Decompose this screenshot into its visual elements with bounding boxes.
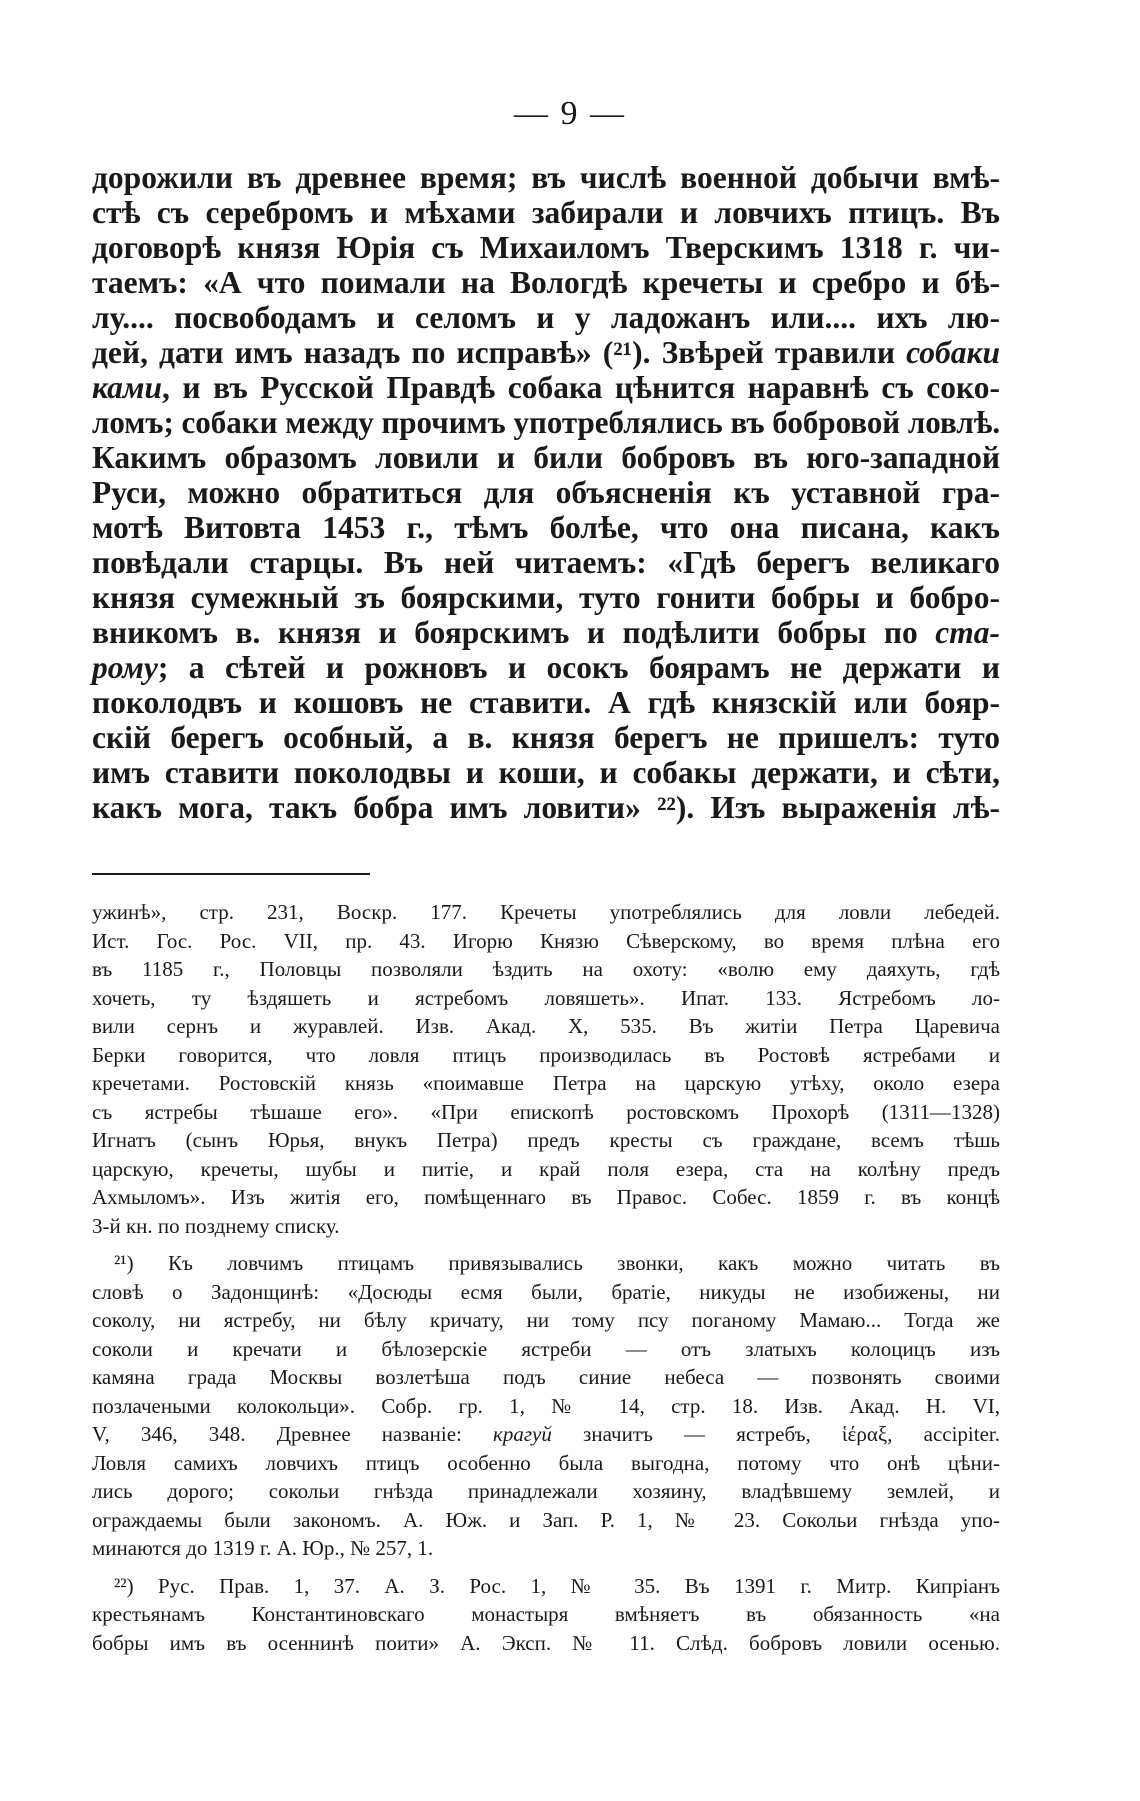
footnote-line: Ловля самихъ ловчихъ птицъ особенно была выгодна, потому что онѣ цѣни- bbox=[92, 1450, 1000, 1475]
footnote-line: лись дорого; сокольи гнѣзда принадлежали хозяину, владѣвшему землей, и bbox=[92, 1479, 1000, 1503]
main-line: лу.... посвободамъ и селомъ и у ладожанъ или.... ихъ лю- bbox=[92, 300, 1000, 335]
footnote-line: царскую, кречеты, шубы и питіе, и край поля езера, ста на колѣну предъ bbox=[92, 1156, 1000, 1181]
footnote-line: Берки говорится, что ловля птицъ производилась въ Ростовѣ ястребами и bbox=[92, 1042, 1000, 1067]
main-line bbox=[92, 370, 1000, 405]
main-line: мотѣ Витовта 1453 г., тѣмъ болѣе, что она писана, какъ bbox=[92, 510, 1000, 545]
footnotes bbox=[92, 898, 1000, 1666]
main-line: стѣ съ серебромъ и мѣхами забирали и ловчихъ птицъ. Въ bbox=[92, 195, 1000, 230]
footnote-line: ²²) Рус. Прав. 1, 37. А. З. Рос. 1, № 35. Въ 1391 г. Митр. Кипріанъ bbox=[114, 1573, 1000, 1598]
main-line: какъ мога, такъ бобра имъ ловити» ²²). Изъ выраженія лѣ- bbox=[92, 790, 1000, 825]
main-line: поколодвъ и кошовъ не ставити. А гдѣ князскій или бояр- bbox=[92, 685, 1000, 720]
footnote-line: съ ястребы тѣшаше его». «При епископѣ ростовскомъ Прохорѣ (1311—1328) bbox=[92, 1099, 1000, 1124]
footnote-line-text: значитъ — ястребъ, ἱέραξ, accipiter. bbox=[583, 1422, 1000, 1446]
main-line: князя сумежный зъ боярскими, туто гонити бобры и бобро- bbox=[92, 580, 1000, 615]
main-line: договорѣ князя Юрія съ Михаиломъ Тверскимъ 1318 г. чи- bbox=[92, 230, 1000, 265]
page-number: — 9 — bbox=[514, 95, 626, 132]
main-text bbox=[92, 160, 1000, 825]
footnote-line: хочеть, ту ѣздяшеть и ястребомъ ловяшеть». Ипат. 133. Ястребомъ ло- bbox=[92, 985, 1000, 1010]
footnote-line: Ахмыломъ». Изъ житія его, помѣщеннаго въ Правос. Собес. 1859 г. въ концѣ bbox=[92, 1185, 1000, 1209]
footnote-line-text: V, 346, 348. Древнее названіе: bbox=[92, 1422, 462, 1446]
footnote-line: ²¹) Къ ловчимъ птицамъ привязывались звонки, какъ можно читать въ bbox=[114, 1251, 1000, 1275]
footnote-line: вили сернъ и журавлей. Изв. Акад. X, 535. Въ житіи Петра Царевича bbox=[92, 1014, 1000, 1038]
main-line-text: дей, дати имъ назадъ по исправѣ» (²¹). Звѣрей травили bbox=[92, 335, 895, 370]
main-line: Руси, можно обратиться для объясненія къ уставной гра- bbox=[92, 475, 1000, 510]
footnote-line: Ист. Гос. Рос. VII, пр. 43. Игорю Князю Сѣверскому, во время плѣна его bbox=[92, 928, 1000, 953]
footnote-line: въ 1185 г., Половцы позволяли ѣздить на охоту: «волю ему даяхуть, гдѣ bbox=[92, 957, 1000, 981]
main-line-text: ; а сѣтей и рожновъ и осокъ боярамъ не держати и bbox=[157, 650, 1000, 685]
italic-term: ками bbox=[92, 370, 163, 405]
main-line: таемъ: «А что поимали на Вологдѣ кречеты и сребро и бѣ- bbox=[92, 265, 1000, 300]
italic-term: собаки bbox=[906, 335, 1000, 370]
footnote-line: соколи и кречати и бѣлозерскіе ястреби — отъ златыхъ колоцицъ изъ bbox=[92, 1336, 1000, 1361]
footnote-21 bbox=[92, 1249, 1000, 1563]
italic-term: крагуй bbox=[493, 1422, 552, 1446]
italic-term: рому bbox=[92, 650, 158, 685]
footnote-divider bbox=[92, 873, 370, 875]
main-line bbox=[92, 650, 1000, 685]
main-line bbox=[92, 335, 1000, 370]
footnote-line: ограждаемы были закономъ. А. Юж. и Зап. Р. 1, № 23. Сокольи гнѣзда упо- bbox=[92, 1507, 1000, 1532]
main-line bbox=[92, 615, 1000, 650]
footnote-line: бобры имъ въ осеннинѣ поити» А. Эксп. № 11. Слѣд. бобровъ ловили осенью. bbox=[92, 1630, 1000, 1655]
footnote-line: минаются до 1319 г. А. Юр., № 257, 1. bbox=[92, 1536, 434, 1560]
main-line: Какимъ образомъ ловили и били бобровъ въ юго-западной bbox=[92, 440, 1000, 475]
main-line: имъ ставити поколодвы и коши, и собакы держати, и сѣти, bbox=[92, 755, 1000, 790]
footnote-line: крестьянамъ Константиновскаго монастыря вмѣняетъ въ обязанность «на bbox=[92, 1602, 1000, 1626]
footnote-line: кречетами. Ростовскій князь «поимавше Петра на царскую утѣху, около езера bbox=[92, 1071, 1000, 1095]
footnote-line: позлачеными колокольци». Собр. гр. 1, № 14, стр. 18. Изв. Акад. Н. VI, bbox=[92, 1393, 1000, 1418]
main-line-text: вникомъ в. князя и боярскимъ и подѣлити бобры по bbox=[92, 615, 918, 650]
footnote-line: словѣ о Задонщинѣ: «Досюды есмя были, братіе, никуды не изобижены, ни bbox=[92, 1279, 1000, 1304]
main-line: ломъ; собаки между прочимъ употреблялись въ бобровой ловлѣ. bbox=[92, 405, 1001, 440]
italic-term: ста- bbox=[935, 615, 1000, 650]
main-line-text: , и въ Русской Правдѣ собака цѣнится наравнѣ съ соко- bbox=[162, 370, 1000, 405]
footnote-line: соколу, ни ястребу, ни бѣлу кричату, ни тому псу поганому Мамаю... Тогда же bbox=[92, 1308, 1000, 1332]
main-line: дорожили въ древнее время; въ числѣ военной добычи вмѣ- bbox=[92, 160, 1000, 195]
footnote-line: ужинѣ», стр. 231, Воскр. 177. Кречеты употреблялись для ловли лебедей. bbox=[92, 900, 1000, 924]
footnote-line: Игнатъ (сынъ Юрья, внукъ Петра) предъ кресты съ граждане, всемъ тѣшь bbox=[92, 1128, 1000, 1152]
footnote-22 bbox=[92, 1572, 1000, 1658]
main-line: скій берегъ особный, а в. князя берегъ не пришелъ: туто bbox=[92, 720, 1000, 755]
footnote-line: камяна града Москвы возлетѣша подъ синие небеса — позвонять своими bbox=[92, 1365, 1000, 1389]
footnote-line bbox=[92, 1420, 1000, 1449]
footnote-line: 3-й кн. по позднему списку. bbox=[92, 1213, 340, 1238]
footnote-continuation bbox=[92, 898, 1000, 1240]
main-line: повѣдали старцы. Въ ней читаемъ: «Гдѣ берегъ великаго bbox=[92, 545, 1000, 580]
